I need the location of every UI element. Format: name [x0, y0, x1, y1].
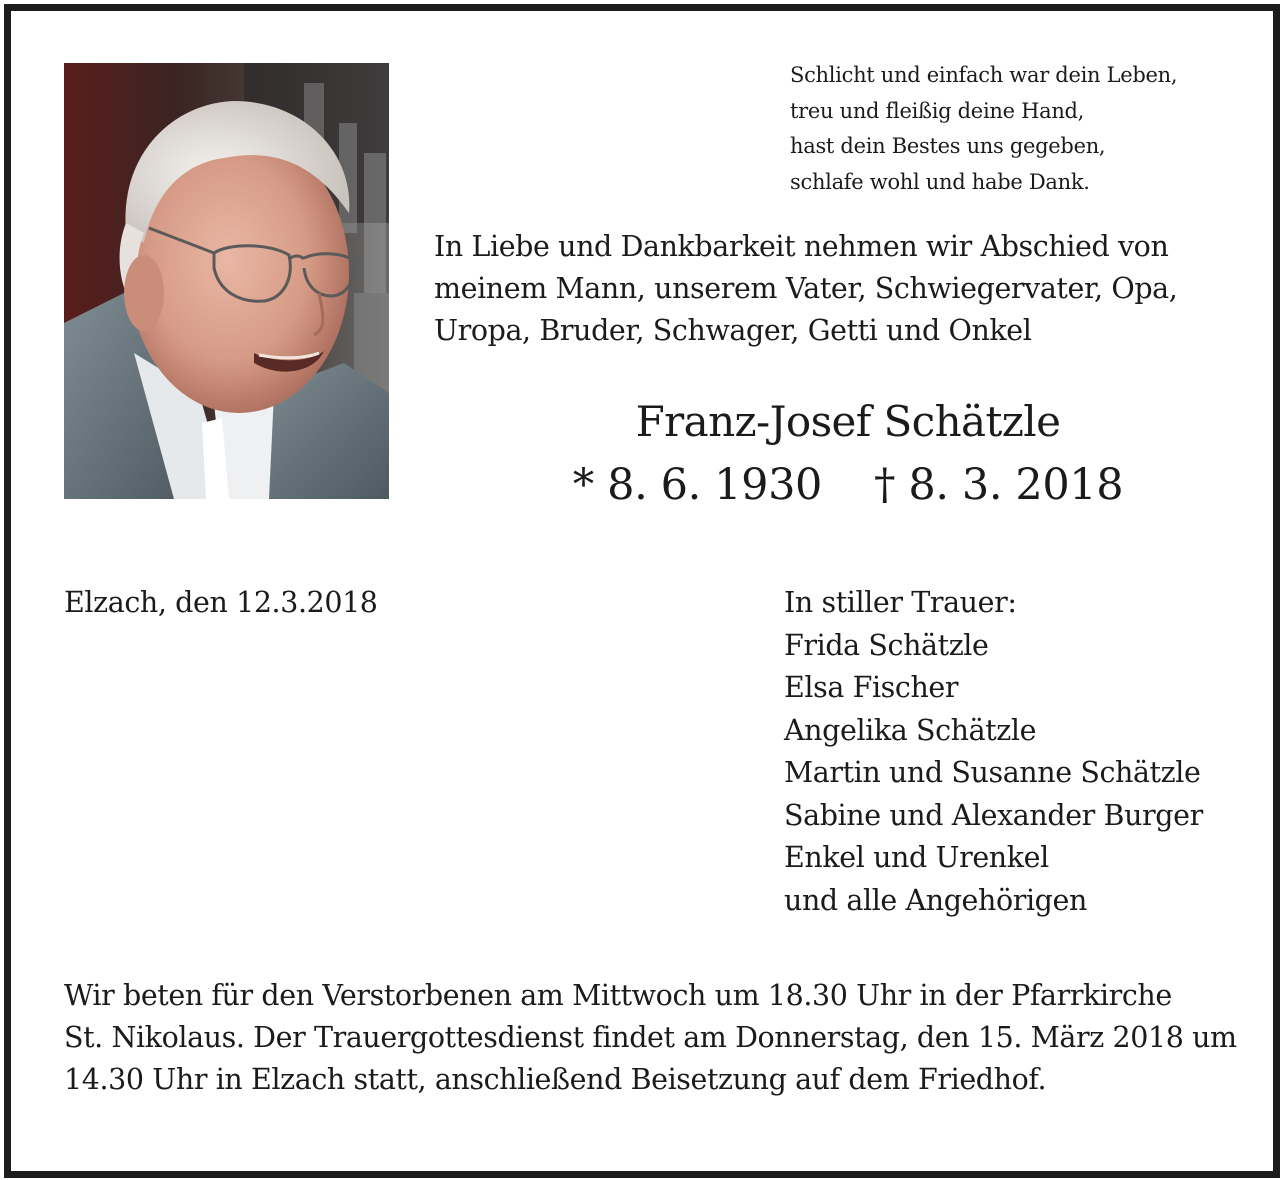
intro-line: In Liebe und Dankbarkeit nehmen wir Abschied von — [434, 230, 1169, 263]
deceased-name: Franz-Josef Schätzle — [635, 397, 1061, 446]
poem — [790, 58, 1250, 200]
poem-line: Schlicht und einfach war dein Leben, — [790, 63, 1178, 87]
farewell-intro — [434, 226, 1214, 352]
birth-date: * 8. 6. 1930 — [572, 460, 822, 510]
portrait-photo — [64, 63, 389, 499]
poem-line: schlafe wohl und habe Dank. — [790, 169, 1090, 194]
notice-line: Wir beten für den Verstorbenen am Mittwoch um 18.30 Uhr in der Pfarrkirche — [64, 979, 1172, 1012]
intro-line: Uropa, Bruder, Schwager, Getti und Onkel — [434, 314, 1032, 347]
service-notice — [64, 975, 1244, 1101]
mourner-name: Enkel und Urenkel — [784, 841, 1049, 874]
notice-line: St. Nikolaus. Der Trauergottesdienst findet am Donnerstag, den 15. März 2018 um — [64, 1021, 1237, 1054]
intro-line: meinem Mann, unserem Vater, Schwiegervater, Opa, — [434, 272, 1178, 305]
life-dates — [400, 456, 1280, 514]
poem-line: hast dein Bestes uns gegeben, — [790, 134, 1106, 158]
poem-line: treu und fleißig deine Hand, — [790, 98, 1085, 123]
mourner-name: Sabine und Alexander Burger — [784, 798, 1203, 832]
notice-line: 14.30 Uhr in Elzach statt, anschließend Beisetzung auf dem Friedhof. — [64, 1063, 1047, 1096]
place-and-date: Elzach, den 12.3.2018 — [64, 586, 378, 619]
mourner-name: Frida Schätzle — [784, 628, 989, 662]
mourner-name: und alle Angehörigen — [784, 883, 1087, 917]
death-date: † 8. 3. 2018 — [874, 460, 1124, 510]
portrait-photo-icon — [64, 63, 389, 499]
mourners-heading: In stiller Trauer: — [784, 586, 1017, 619]
mourner-name: Martin und Susanne Schätzle — [784, 756, 1201, 789]
mourner-name: Angelika Schätzle — [784, 713, 1037, 747]
mourners-list — [784, 582, 1254, 922]
mourner-name: Elsa Fischer — [784, 671, 959, 704]
